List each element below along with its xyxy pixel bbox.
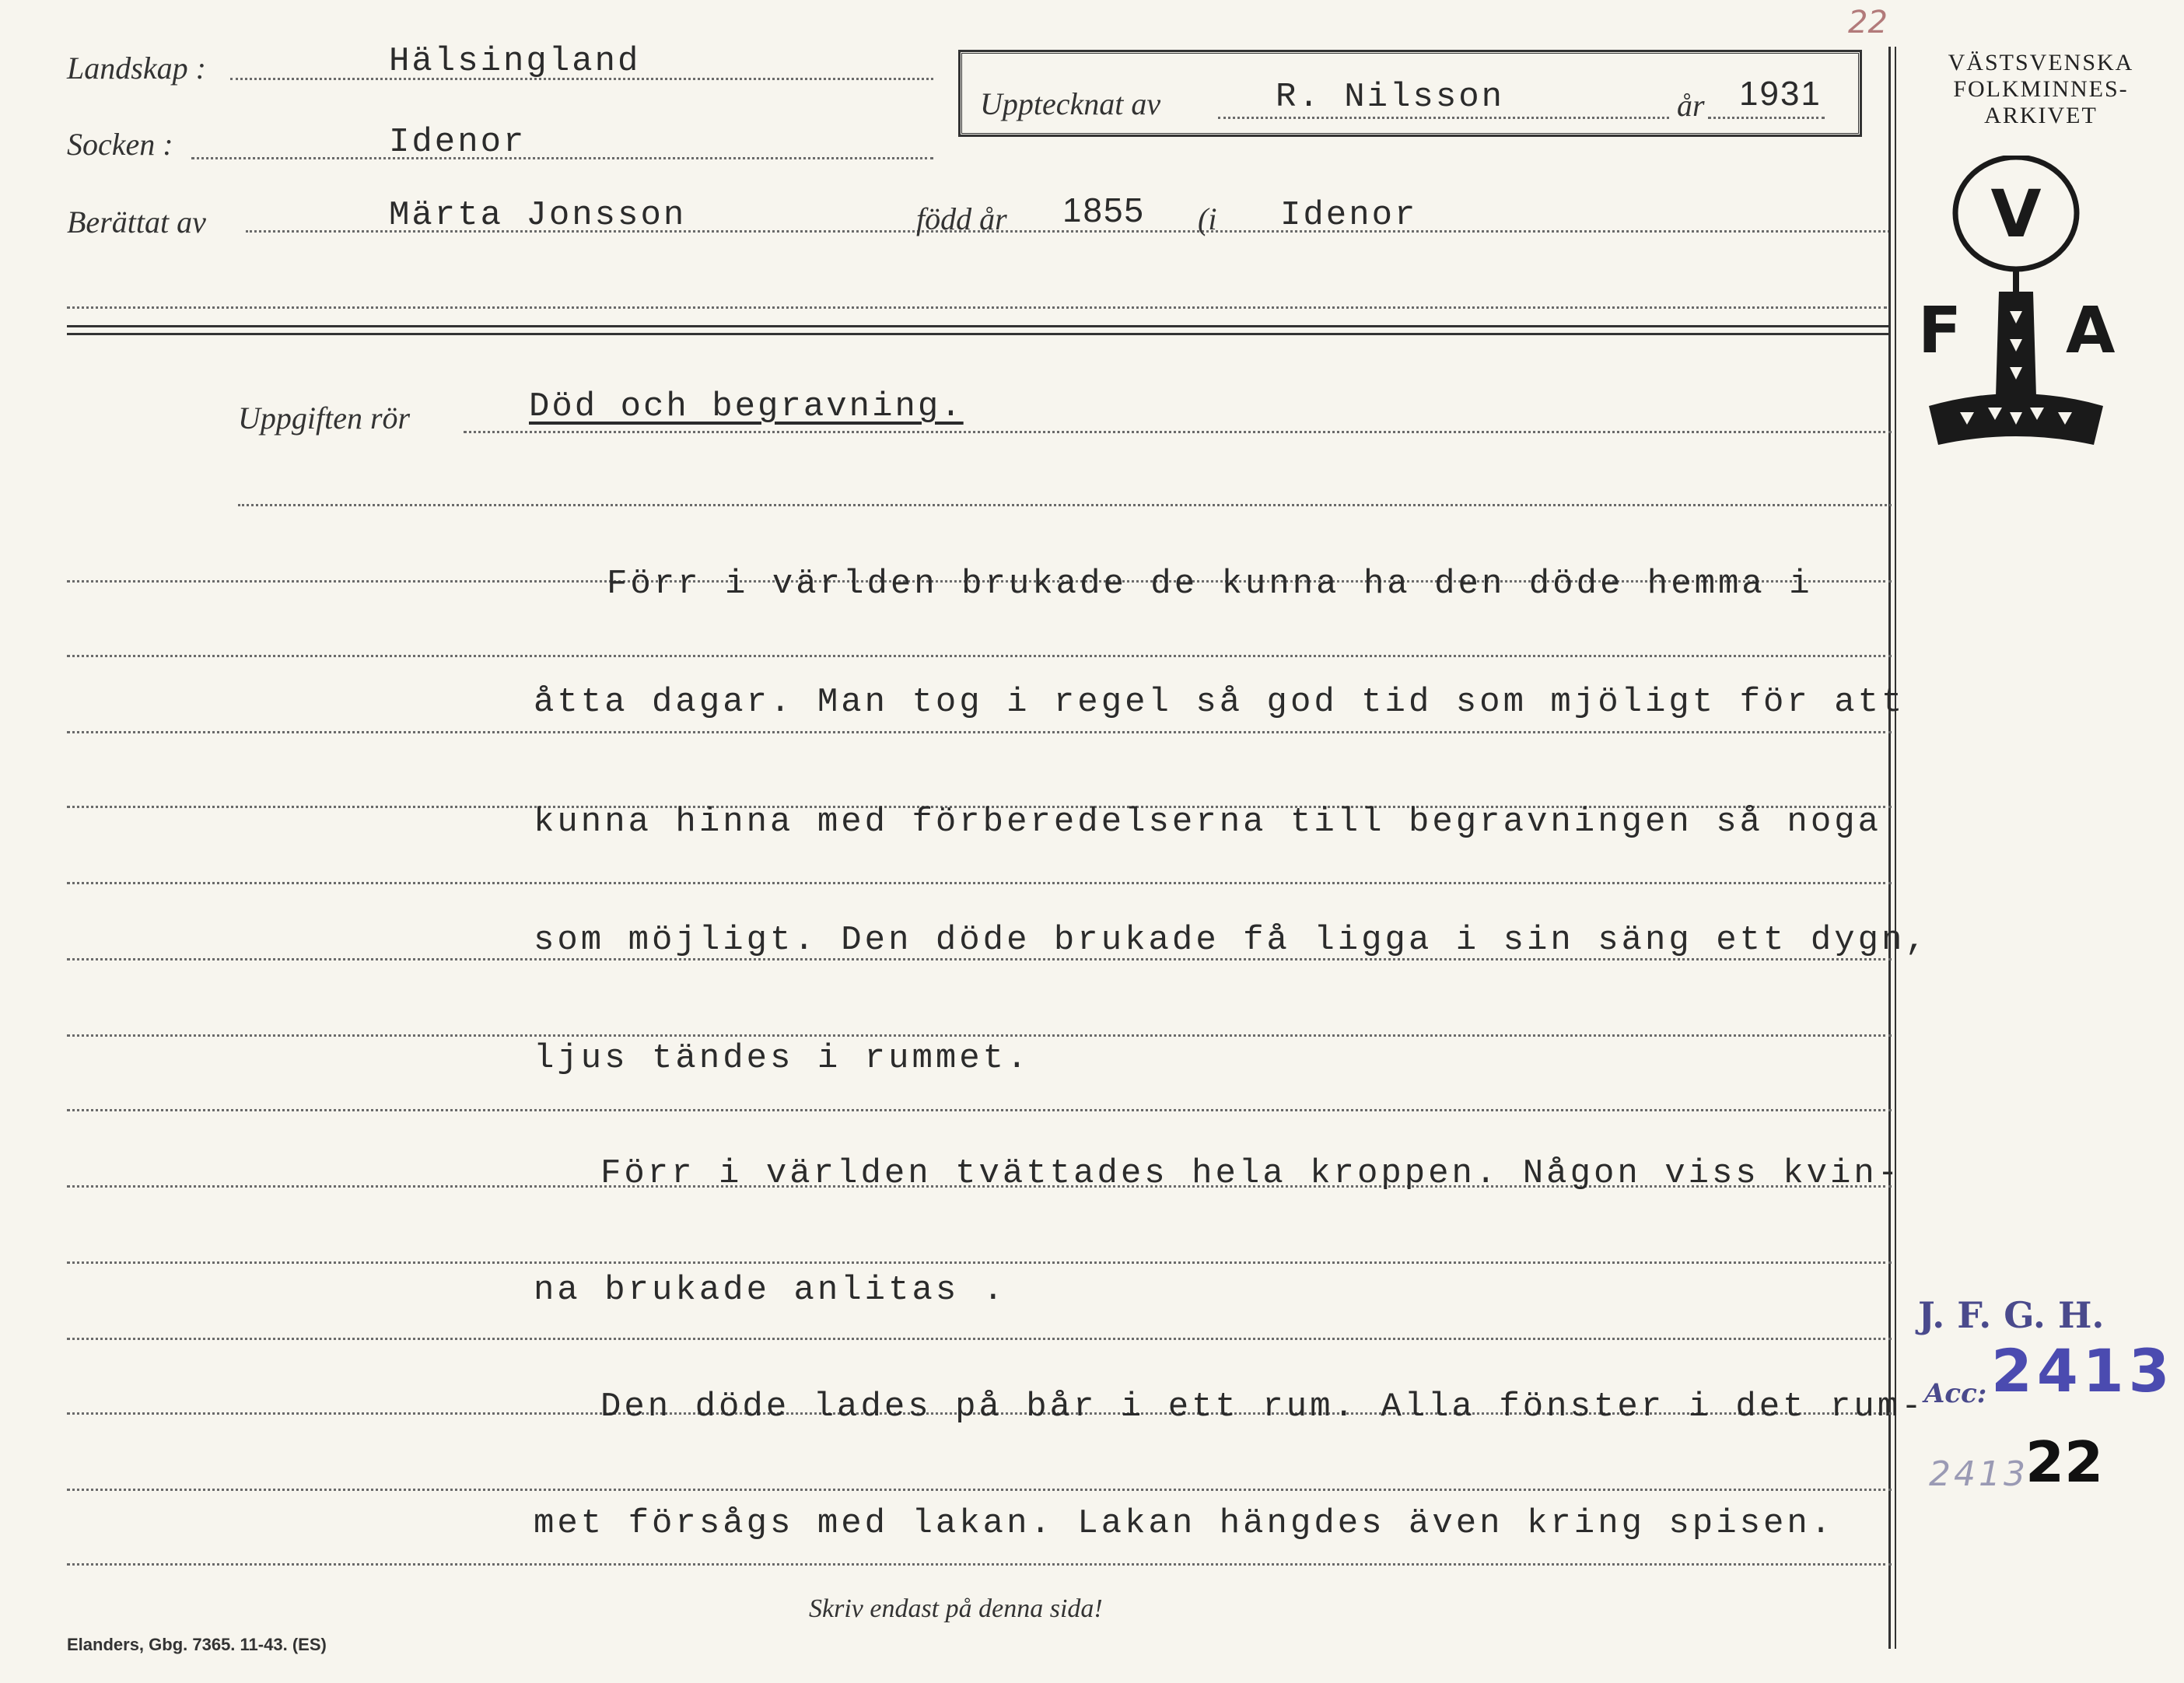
ar-value: 1931 bbox=[1739, 75, 1822, 113]
berattat-label: Berättat av bbox=[67, 205, 206, 240]
body-line-6: Förr i världen tvättades hela kroppen. Någon viss kvin- bbox=[600, 1154, 1902, 1193]
body-line-4: som möjligt. Den döde brukade få ligga i sin säng ett dygn, bbox=[534, 921, 1929, 960]
subject-dotted-line bbox=[464, 431, 1892, 433]
ruled-line bbox=[238, 504, 1892, 506]
body-line-2: åtta dagar. Man tog i regel så god tid som mjöligt för att bbox=[534, 683, 1906, 722]
ruled-line bbox=[67, 1563, 1892, 1566]
logo-letter-f: F bbox=[1918, 294, 1962, 368]
archive-name bbox=[1901, 50, 2181, 129]
archive-name-line1: VÄSTSVENSKA bbox=[1948, 50, 2134, 75]
logo-letter-a: A bbox=[2066, 294, 2116, 368]
page-number: 22 bbox=[2025, 1429, 2104, 1495]
blank-dotted-line bbox=[67, 306, 1887, 309]
printer-imprint: Elanders, Gbg. 7365. 11-43. (ES) bbox=[67, 1635, 327, 1654]
corner-pencil-mark: 22 bbox=[1848, 5, 1888, 40]
fodd-value: 1855 bbox=[1062, 191, 1145, 229]
pencil-accession-note: 2413 bbox=[1929, 1454, 2028, 1494]
ruled-line bbox=[67, 1109, 1892, 1111]
logo-letter-v: V bbox=[1990, 176, 2042, 252]
landskap-label: Landskap : bbox=[67, 51, 206, 86]
subject-label: Uppgiften rör bbox=[238, 401, 411, 436]
ar-label: år bbox=[1677, 88, 1705, 123]
double-rule-bottom bbox=[67, 333, 1890, 335]
socken-value: Idenor bbox=[389, 123, 527, 162]
double-rule-top bbox=[67, 325, 1890, 327]
socken-label: Socken : bbox=[67, 127, 173, 162]
body-line-7: na brukade anlitas . bbox=[534, 1271, 1007, 1310]
ruled-line bbox=[67, 1261, 1892, 1264]
upptecknat-label: Upptecknat av bbox=[980, 86, 1161, 121]
archive-name-line3: ARKIVET bbox=[1984, 103, 2098, 128]
body-line-9: met försågs med lakan. Lakan hängdes även kring spisen. bbox=[534, 1504, 1835, 1543]
ruled-line bbox=[67, 731, 1892, 733]
body-line-1: Förr i världen brukade de kunna ha den döde hemma i bbox=[607, 565, 1813, 604]
body-line-3: kunna hinna med förberedelserna till begravningen så noga bbox=[534, 803, 1882, 842]
i-value: Idenor bbox=[1280, 196, 1418, 235]
body-line-8: Den döde lades på bår i ett rum. Alla fönster i det rum- bbox=[600, 1387, 1925, 1426]
ruled-line bbox=[67, 882, 1892, 884]
upptecknat-dotted-line bbox=[1218, 117, 1669, 119]
ruled-line bbox=[67, 1338, 1892, 1340]
berattat-value: Märta Jonsson bbox=[389, 196, 687, 235]
footer-note: Skriv endast på denna sida! bbox=[809, 1594, 1103, 1623]
accession-number: 2413 bbox=[1991, 1336, 2175, 1405]
upptecknat-value: R. Nilsson bbox=[1276, 78, 1505, 117]
archive-stamp-title: J. F. G. H. bbox=[1918, 1294, 2105, 1336]
subject-value: Död och begravning. bbox=[529, 387, 964, 426]
ar-dotted-line bbox=[1708, 117, 1825, 119]
ruled-line bbox=[67, 1489, 1892, 1491]
ruled-line bbox=[67, 655, 1892, 657]
landskap-value: Hälsingland bbox=[389, 42, 641, 81]
i-label: (i bbox=[1198, 201, 1217, 236]
archive-name-line2: FOLKMINNES- bbox=[1953, 76, 2129, 102]
ruled-line bbox=[67, 1034, 1892, 1037]
socken-dotted-line bbox=[191, 157, 933, 159]
fodd-label: född år bbox=[916, 201, 1007, 236]
body-line-5: ljus tändes i rummet. bbox=[534, 1039, 1031, 1078]
accession-label: Acc: bbox=[1924, 1378, 1987, 1409]
